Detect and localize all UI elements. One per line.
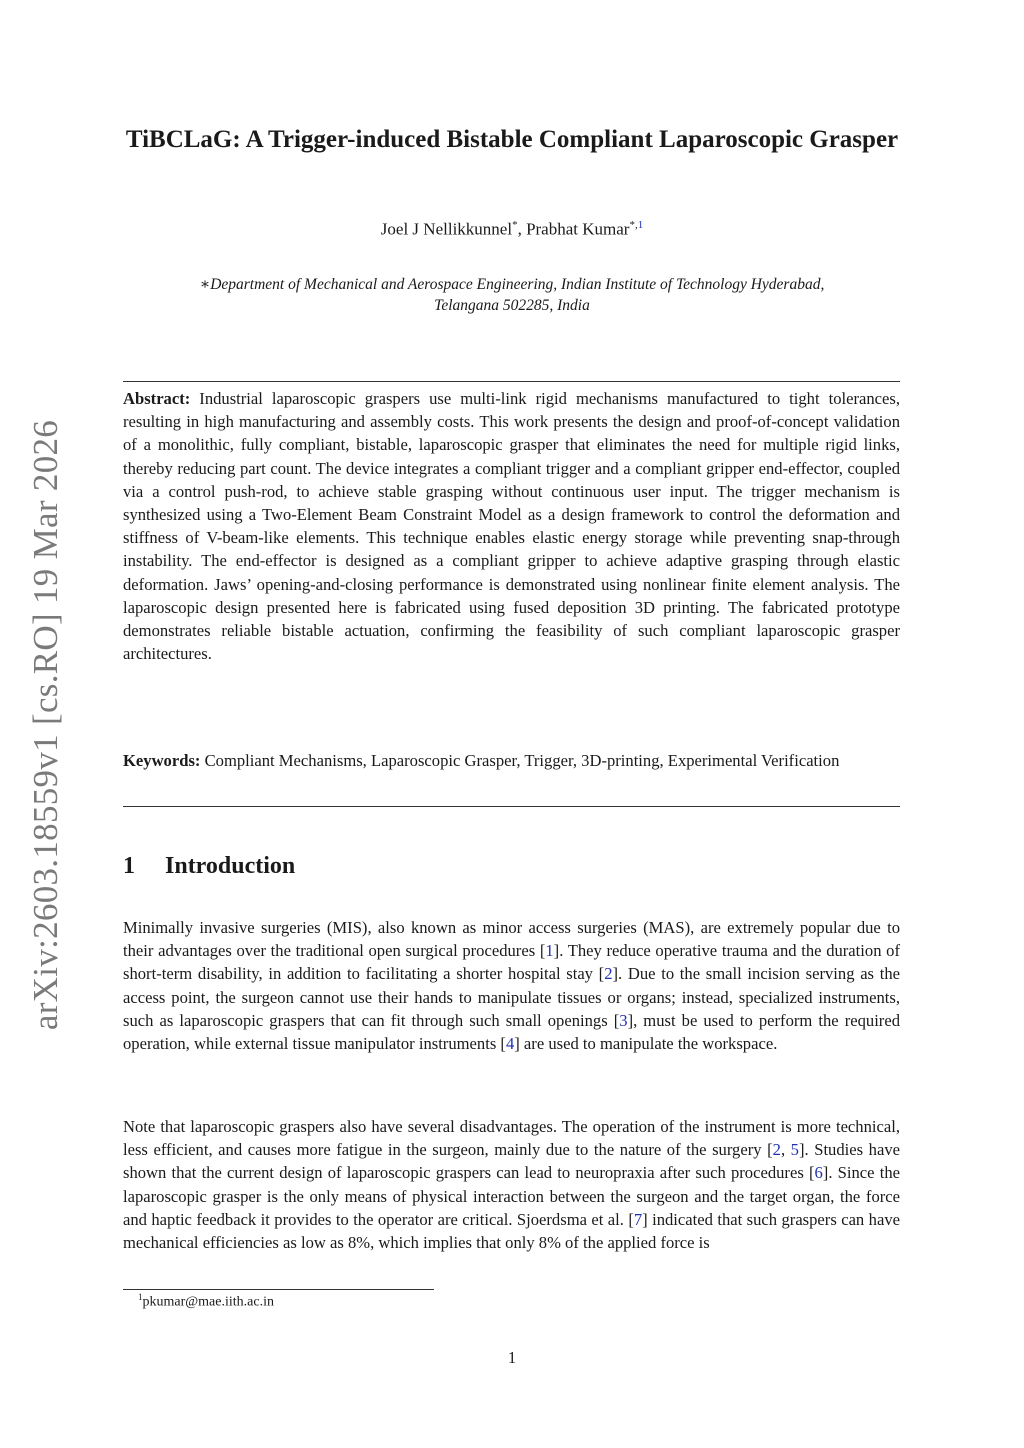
abstract-top-rule — [123, 381, 900, 382]
page-number: 1 — [507, 1348, 517, 1367]
keywords-label: Keywords: — [123, 751, 201, 770]
footnote-mark: 1 — [138, 1292, 143, 1302]
footnote-text: pkumar@mae.iith.ac.in — [142, 1294, 274, 1310]
citation-link[interactable]: 1 — [545, 941, 554, 961]
citation-link[interactable]: 3 — [619, 1010, 628, 1030]
affiliation-mark: *,1 — [629, 219, 644, 231]
author-name: Joel J Nellikkunnel — [380, 219, 513, 239]
affiliation — [110, 274, 914, 316]
arxiv-identifier: arXiv:2603.18559v1 [cs.RO] 19 Mar 2026 — [26, 419, 65, 1031]
abstract-label: Abstract: — [123, 389, 191, 408]
section-heading — [123, 853, 295, 880]
citation-link[interactable]: 5 — [790, 1140, 799, 1160]
footnote-link[interactable]: 1 — [637, 219, 644, 231]
footnote-rule — [123, 1289, 434, 1290]
affiliation-mark: * — [512, 219, 518, 231]
citation-link[interactable]: 4 — [505, 1034, 515, 1054]
paper-title: TiBCLaG: A Trigger-induced Bistable Compliant Laparoscopic Grasper — [125, 126, 899, 153]
abstract — [123, 387, 900, 665]
keywords-text: Compliant Mechanisms, Laparoscopic Grasper, Trigger, 3D-printing, Experimental Verification — [204, 751, 840, 770]
abstract-text: Industrial laparoscopic graspers use multi-link rigid mechanisms manufactured to tight tolerances, resulting in high manufacturing and assembly costs. This work presents the design and proof-of-concept validation of a monolithic, fully compliant, bistable, laparoscopic grasper that eliminates the need for multiple rigid links, thereby reducing part count. The device integrates a compliant trigger and a compliant gripper end-effector, coupled via a control push-rod, to achieve stable grasping without continuous user input. The trigger mechanism is synthesized using a Two-Element Beam Constraint Model as a design framework to control the deformation and stiffness of V-beam-like elements. This technique enables elastic energy storage while preventing snap-through instability. The end-effector is designed as a compliant gripper to achieve adaptive grasping through elastic deformation. Jaws’ opening-and-closing performance is demonstrated using nonlinear finite element analysis. The laparoscopic design presented here is fabricated using fused deposition 3D printing. The fabricated prototype demonstrates reliable bistable actuation, confirming the feasibility of such compliant laparoscopic grasper architectures. — [123, 389, 900, 664]
author-list — [110, 219, 914, 240]
citation-link[interactable]: 2 — [604, 964, 613, 984]
section-number: 1 — [123, 853, 135, 879]
footnote — [138, 1292, 274, 1311]
citation-link[interactable]: 6 — [814, 1163, 823, 1183]
affiliation-line: Telangana 502285, India — [434, 297, 590, 314]
affiliation-line: ∗Department of Mechanical and Aerospace Engineering, Indian Institute of Technology Hyderabad, — [199, 276, 825, 293]
citation-link[interactable]: 2 — [772, 1140, 781, 1160]
section-title: Introduction — [165, 853, 296, 879]
intro-paragraph-2: Note that laparoscopic graspers also have several disadvantages. The operation of the instrument is more technical, less efficient, and causes more fatigue in the surgeon, mainly due to the nature of the surgery [2, 5]. Studies have shown that the current design of laparoscopic graspers can lead to neuropraxia after such procedures [6]. Since the laparoscopic grasper is the only means of physical interaction between the surgeon and the target organ, the force and haptic feedback it provides to the operator are critical. Sjoerdsma et al. [7] indicated that such graspers can have mechanical efficiencies as low as 8%, which implies that only 8% of the applied force is — [123, 1117, 900, 1253]
author-separator: , — [517, 219, 527, 239]
intro-paragraph-1: Minimally invasive surgeries (MIS), also known as minor access surgeries (MAS), are extremely popular due to their advantages over the traditional open surgical procedures [1]. They reduce operative trauma and the duration of short-term disability, in addition to facilitating a shorter hospital stay [2]. Due to the small incision serving as the access point, the surgeon cannot use their hands to manipulate tissues or organs; instead, specialized instruments, such as laparoscopic graspers that can fit through such small openings [3], must be used to perform the required operation, while external tissue manipulator instruments [4] are used to manipulate the workspace. — [123, 918, 900, 1054]
citation-link[interactable]: 7 — [633, 1209, 643, 1229]
author-name: Prabhat Kumar — [526, 219, 630, 239]
keywords — [123, 749, 900, 772]
keywords-bottom-rule — [123, 806, 900, 807]
